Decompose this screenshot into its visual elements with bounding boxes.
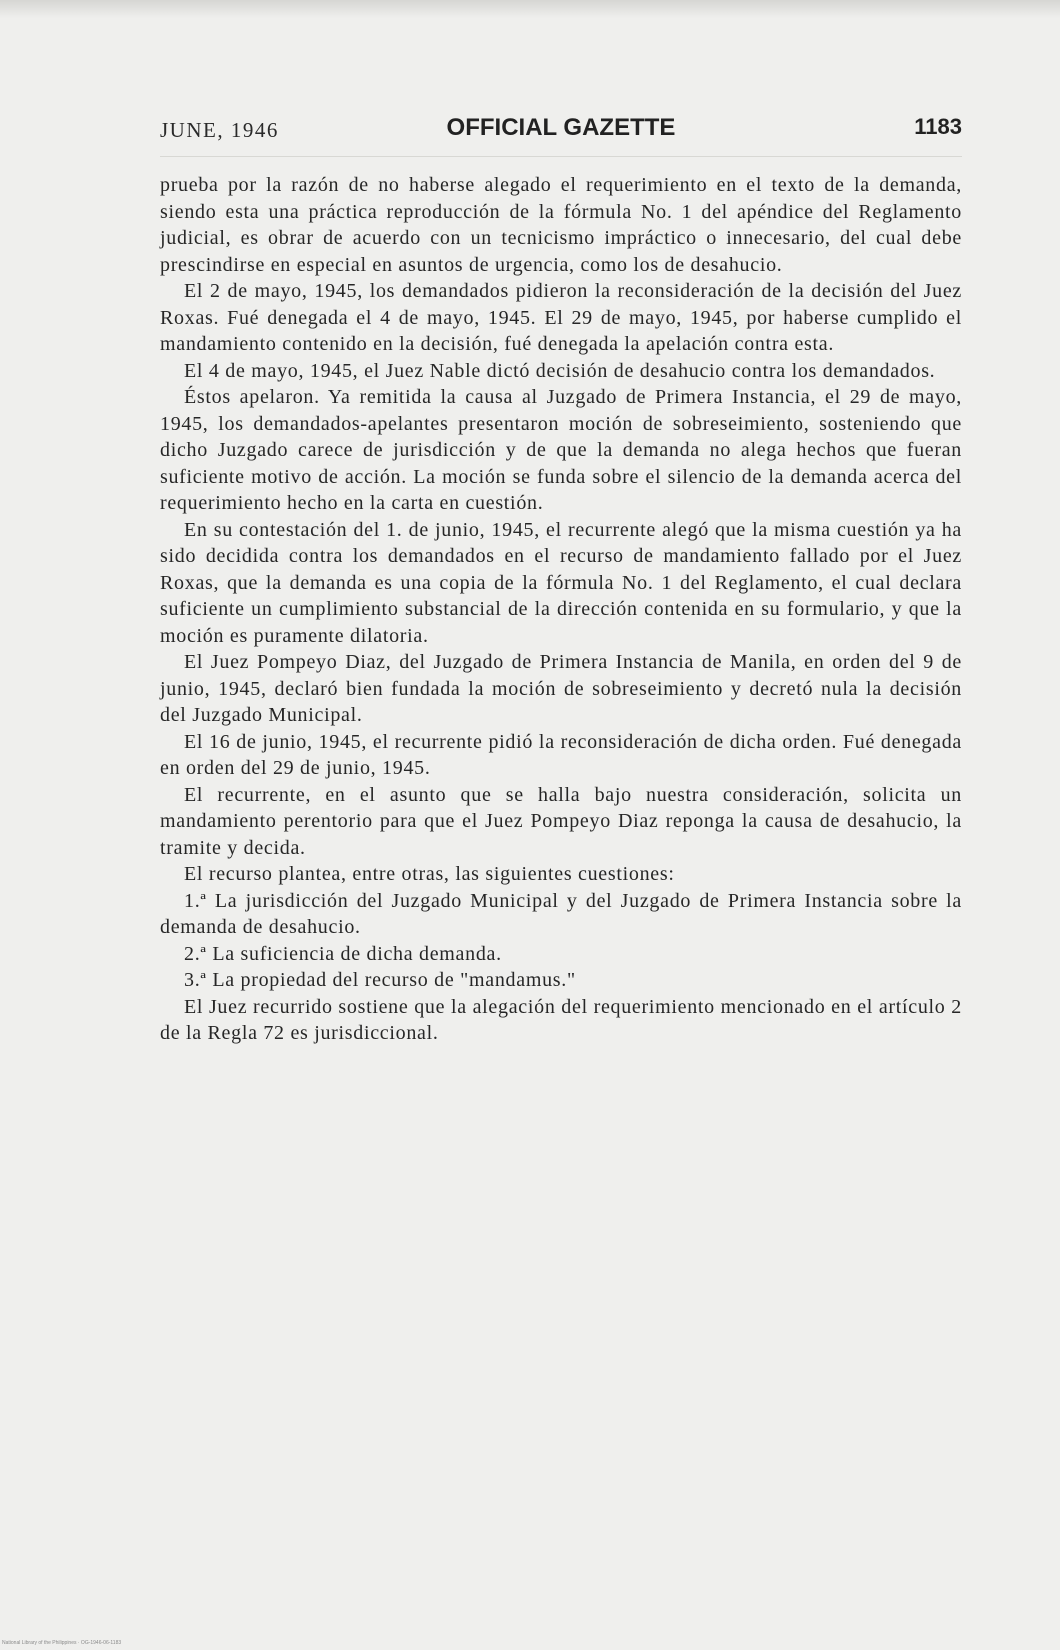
paragraph: El recurrente, en el asunto que se halla bajo nuestra consideración, solicita un mandamiento perentorio para que el Juez Pompeyo Diaz reponga la causa de desahucio, la tramite y decida. — [160, 783, 962, 859]
header-date: JUNE, 1946 — [160, 118, 279, 142]
list-item-question-2: 2.ª La suficiencia de dicha demanda. — [184, 942, 502, 965]
paragraph: En su contestación del 1. de junio, 1945, el recurrente alegó que la misma cuestión ya ha sido decidida contra los demandados en el recurso de mandamiento fallado por el Juez Roxas, que la demanda es una copia de la fórmula No. 1 del Reglamento, el cual declara suficiente un cumplimiento substancial de la dirección contenida en su formulario, y que la moción es puramente dilatoria. — [160, 518, 962, 647]
header-rule — [160, 156, 962, 157]
scan-edge-shade — [0, 0, 1060, 18]
list-item-question-1: 1.ª La jurisdicción del Juzgado Municipal y del Juzgado de Primera Instancia sobre la demanda de desahucio. — [160, 889, 962, 938]
body-text — [160, 172, 962, 1047]
scan-footer-note: National Library of the Philippines · OG-1946-06-1183 — [2, 1640, 122, 1646]
paragraph: El 4 de mayo, 1945, el Juez Nable dictó decisión de desahucio contra los demandados. — [184, 359, 936, 382]
paragraph: El Juez Pompeyo Diaz, del Juzgado de Primera Instancia de Manila, en orden del 9 de junio, 1945, declaró bien fundada la moción de sobreseimiento y decretó nula la decisión del Juzgado Municipal. — [160, 651, 962, 726]
paragraph: El recurso plantea, entre otras, las siguientes cuestiones: — [184, 863, 675, 885]
header-title: OFFICIAL GAZETTE — [446, 114, 676, 141]
paragraph: El 16 de junio, 1945, el recurrente pidió la reconsideración de dicha orden. Fué denegada en orden del 29 de junio, 1945. — [160, 730, 962, 779]
paragraph: Éstos apelaron. Ya remitida la causa al Juzgado de Primera Instancia, el 29 de mayo, 1945, los demandados-apelantes presentaron moción de sobreseimiento, sosteniendo que dicho Juzgado carece de jurisdicción y de que la demanda no alega hechos que fueran suficiente motivo de acción. La moción se funda sobre el silencio de la demanda acerca del requerimiento hecho en la carta en cuestión. — [160, 386, 962, 514]
page-header — [160, 112, 962, 146]
list-item-question-3: 3.ª La propiedad del recurso de "mandamus." — [184, 969, 576, 991]
page-number: 1183 — [914, 114, 962, 139]
paragraph-continuation: prueba por la razón de no haberse alegado el requerimiento en el texto de la demanda, siendo esta una práctica reproducción de la fórmula No. 1 del apéndice del Reglamento judicial, es obrar de acuerdo con un tecnicismo impráctico o innecesario, del cual debe prescindirse en especial en asuntos de urgencia, como los de desahucio. — [160, 174, 962, 276]
paragraph: El Juez recurrido sostiene que la alegación del requerimiento mencionado en el artículo 2 de la Regla 72 es jurisdiccional. — [160, 995, 962, 1044]
paragraph: El 2 de mayo, 1945, los demandados pidieron la reconsideración de la decisión del Juez Roxas. Fué denegada el 4 de mayo, 1945. El 29 de mayo, 1945, por haberse cumplido el mandamiento contenido en la decisión, fué denegada la apelación contra esta. — [160, 280, 962, 355]
